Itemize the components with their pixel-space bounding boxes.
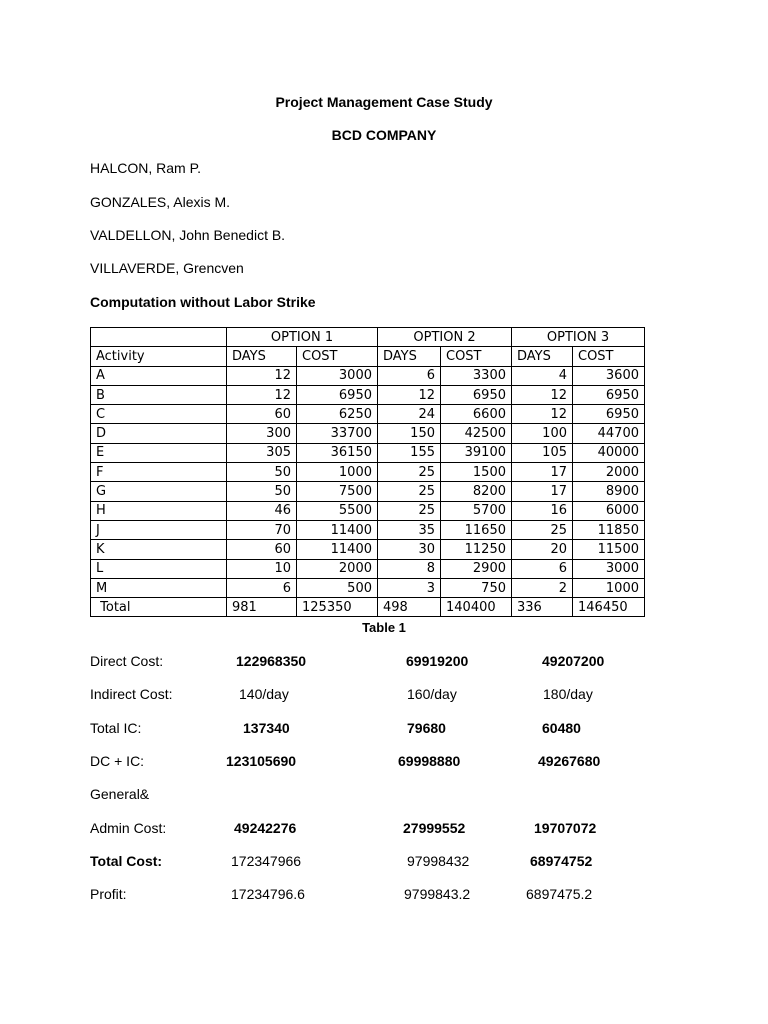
company-name: BCD COMPANY — [331, 127, 437, 143]
days-cell: 17 — [512, 463, 573, 482]
indirect-cost-opt3: 180/day — [543, 686, 593, 702]
cost-cell: 11250 — [441, 540, 512, 559]
total-ic-opt2: 79680 — [407, 720, 446, 736]
cost-cell: 40000 — [573, 443, 645, 462]
cost-cell: 33700 — [297, 424, 378, 443]
days-cell: 12 — [512, 405, 573, 424]
cost-cell: 2900 — [441, 559, 512, 578]
cost-cell: 44700 — [573, 424, 645, 443]
cost-cell: 3300 — [441, 366, 512, 385]
cost-cell: 3000 — [573, 559, 645, 578]
table-row — [91, 424, 645, 443]
days-cell: 35 — [378, 520, 441, 539]
days-cell: 4 — [512, 366, 573, 385]
cost-cell: 6000 — [573, 501, 645, 520]
cost-cell: 39100 — [441, 443, 512, 462]
days-cell: 17 — [512, 482, 573, 501]
cost-table — [90, 327, 645, 617]
total-cost-label: Total Cost: — [90, 853, 163, 869]
cost-cell: 3000 — [297, 366, 378, 385]
days-cell: 30 — [378, 540, 441, 559]
cost-cell: 1500 — [441, 463, 512, 482]
dc-ic-label: DC + IC: — [90, 753, 145, 769]
activity-cell: D — [91, 424, 227, 443]
cost-cell: 6950 — [573, 385, 645, 404]
days-cell: 498 — [378, 598, 441, 617]
option-1-header: OPTION 1 — [227, 328, 378, 347]
table-row — [91, 366, 645, 385]
indirect-cost-opt1: 140/day — [239, 686, 289, 702]
table-caption: Table 1 — [362, 620, 406, 635]
days-cell: 70 — [227, 520, 297, 539]
table-row — [91, 520, 645, 539]
indirect-cost-label: Indirect Cost: — [90, 686, 173, 702]
author-2: GONZALES, Alexis M. — [90, 194, 231, 210]
days-cell: 105 — [512, 443, 573, 462]
author-4: VILLAVERDE, Grencven — [90, 260, 244, 276]
days-cell: 12 — [227, 385, 297, 404]
cost-cell: 8200 — [441, 482, 512, 501]
days-cell: 336 — [512, 598, 573, 617]
table-row — [91, 482, 645, 501]
days-cell: 6 — [227, 578, 297, 597]
cost-cell: 11850 — [573, 520, 645, 539]
option-3-header: OPTION 3 — [512, 328, 645, 347]
days-cell: 3 — [378, 578, 441, 597]
table-row — [91, 443, 645, 462]
activity-cell: L — [91, 559, 227, 578]
cost-header: COST — [297, 347, 378, 366]
cost-cell: 146450 — [573, 598, 645, 617]
cost-cell: 5500 — [297, 501, 378, 520]
days-cell: 981 — [227, 598, 297, 617]
dc-ic-opt3: 49267680 — [538, 753, 601, 769]
indirect-cost-opt2: 160/day — [407, 686, 457, 702]
days-cell: 20 — [512, 540, 573, 559]
table-header-blank — [91, 328, 227, 347]
cost-cell: 11400 — [297, 520, 378, 539]
cost-header: COST — [573, 347, 645, 366]
cost-cell: 6950 — [297, 385, 378, 404]
table-total-row — [91, 598, 645, 617]
profit-opt1: 17234796.6 — [231, 886, 305, 902]
total-ic-opt1: 137340 — [243, 720, 290, 736]
table-row — [91, 385, 645, 404]
table-header-options — [91, 328, 645, 347]
cost-cell: 1000 — [297, 463, 378, 482]
cost-cell: 6950 — [441, 385, 512, 404]
days-cell: 60 — [227, 405, 297, 424]
section-heading: Computation without Labor Strike — [90, 294, 316, 310]
days-cell: 6 — [378, 366, 441, 385]
option-2-header: OPTION 2 — [378, 328, 512, 347]
direct-cost-label: Direct Cost: — [90, 653, 164, 669]
cost-cell: 125350 — [297, 598, 378, 617]
activity-cell: Total — [91, 598, 227, 617]
cost-cell: 500 — [297, 578, 378, 597]
cost-cell: 6950 — [573, 405, 645, 424]
table-row — [91, 578, 645, 597]
days-cell: 50 — [227, 463, 297, 482]
cost-cell: 5700 — [441, 501, 512, 520]
days-cell: 10 — [227, 559, 297, 578]
profit-opt3: 6897475.2 — [526, 886, 593, 902]
days-cell: 16 — [512, 501, 573, 520]
cost-cell: 3600 — [573, 366, 645, 385]
activity-cell: K — [91, 540, 227, 559]
activity-header: Activity — [91, 347, 227, 366]
cost-cell: 11650 — [441, 520, 512, 539]
admin-cost-opt3: 19707072 — [534, 820, 597, 836]
activity-cell: B — [91, 385, 227, 404]
days-cell: 60 — [227, 540, 297, 559]
table-row — [91, 540, 645, 559]
total-ic-opt3: 60480 — [542, 720, 581, 736]
table-header-columns — [91, 347, 645, 366]
days-header: DAYS — [378, 347, 441, 366]
cost-cell: 11500 — [573, 540, 645, 559]
activity-cell: G — [91, 482, 227, 501]
author-3: VALDELLON, John Benedict B. — [90, 227, 286, 243]
direct-cost-opt2: 69919200 — [406, 653, 469, 669]
days-cell: 50 — [227, 482, 297, 501]
days-cell: 46 — [227, 501, 297, 520]
days-cell: 24 — [378, 405, 441, 424]
cost-cell: 6250 — [297, 405, 378, 424]
activity-cell: J — [91, 520, 227, 539]
cost-cell: 6600 — [441, 405, 512, 424]
days-cell: 8 — [378, 559, 441, 578]
days-cell: 25 — [378, 463, 441, 482]
profit-opt2: 9799843.2 — [404, 886, 471, 902]
days-cell: 25 — [378, 482, 441, 501]
days-cell: 150 — [378, 424, 441, 443]
admin-cost-opt1: 49242276 — [234, 820, 297, 836]
table-row — [91, 463, 645, 482]
total-cost-opt3: 68974752 — [530, 853, 593, 869]
table-row — [91, 501, 645, 520]
days-cell: 12 — [512, 385, 573, 404]
table-row — [91, 405, 645, 424]
profit-label: Profit: — [90, 886, 127, 902]
cost-cell: 11400 — [297, 540, 378, 559]
general-label: General& — [90, 786, 150, 802]
dc-ic-opt2: 69998880 — [398, 753, 461, 769]
days-cell: 12 — [227, 366, 297, 385]
total-cost-opt2: 97998432 — [407, 853, 470, 869]
days-header: DAYS — [512, 347, 573, 366]
dc-ic-opt1: 123105690 — [226, 753, 297, 769]
activity-cell: M — [91, 578, 227, 597]
admin-cost-label: Admin Cost: — [90, 820, 167, 836]
cost-cell: 1000 — [573, 578, 645, 597]
cost-cell: 140400 — [441, 598, 512, 617]
total-ic-label: Total IC: — [90, 720, 142, 736]
days-cell: 300 — [227, 424, 297, 443]
cost-cell: 7500 — [297, 482, 378, 501]
days-cell: 6 — [512, 559, 573, 578]
days-cell: 25 — [512, 520, 573, 539]
days-cell: 25 — [378, 501, 441, 520]
table-row — [91, 559, 645, 578]
cost-header: COST — [441, 347, 512, 366]
days-header: DAYS — [227, 347, 297, 366]
direct-cost-opt1: 122968350 — [236, 653, 307, 669]
cost-cell: 36150 — [297, 443, 378, 462]
admin-cost-opt2: 27999552 — [403, 820, 466, 836]
activity-cell: E — [91, 443, 227, 462]
cost-cell: 2000 — [573, 463, 645, 482]
cost-cell: 8900 — [573, 482, 645, 501]
days-cell: 155 — [378, 443, 441, 462]
author-1: HALCON, Ram P. — [90, 160, 201, 176]
days-cell: 12 — [378, 385, 441, 404]
direct-cost-opt3: 49207200 — [542, 653, 605, 669]
cost-cell: 2000 — [297, 559, 378, 578]
activity-cell: H — [91, 501, 227, 520]
activity-cell: F — [91, 463, 227, 482]
activity-cell: C — [91, 405, 227, 424]
total-cost-opt1: 172347966 — [231, 853, 302, 869]
cost-cell: 42500 — [441, 424, 512, 443]
cost-cell: 750 — [441, 578, 512, 597]
days-cell: 100 — [512, 424, 573, 443]
days-cell: 305 — [227, 443, 297, 462]
activity-cell: A — [91, 366, 227, 385]
document-title: Project Management Case Study — [275, 94, 493, 110]
days-cell: 2 — [512, 578, 573, 597]
